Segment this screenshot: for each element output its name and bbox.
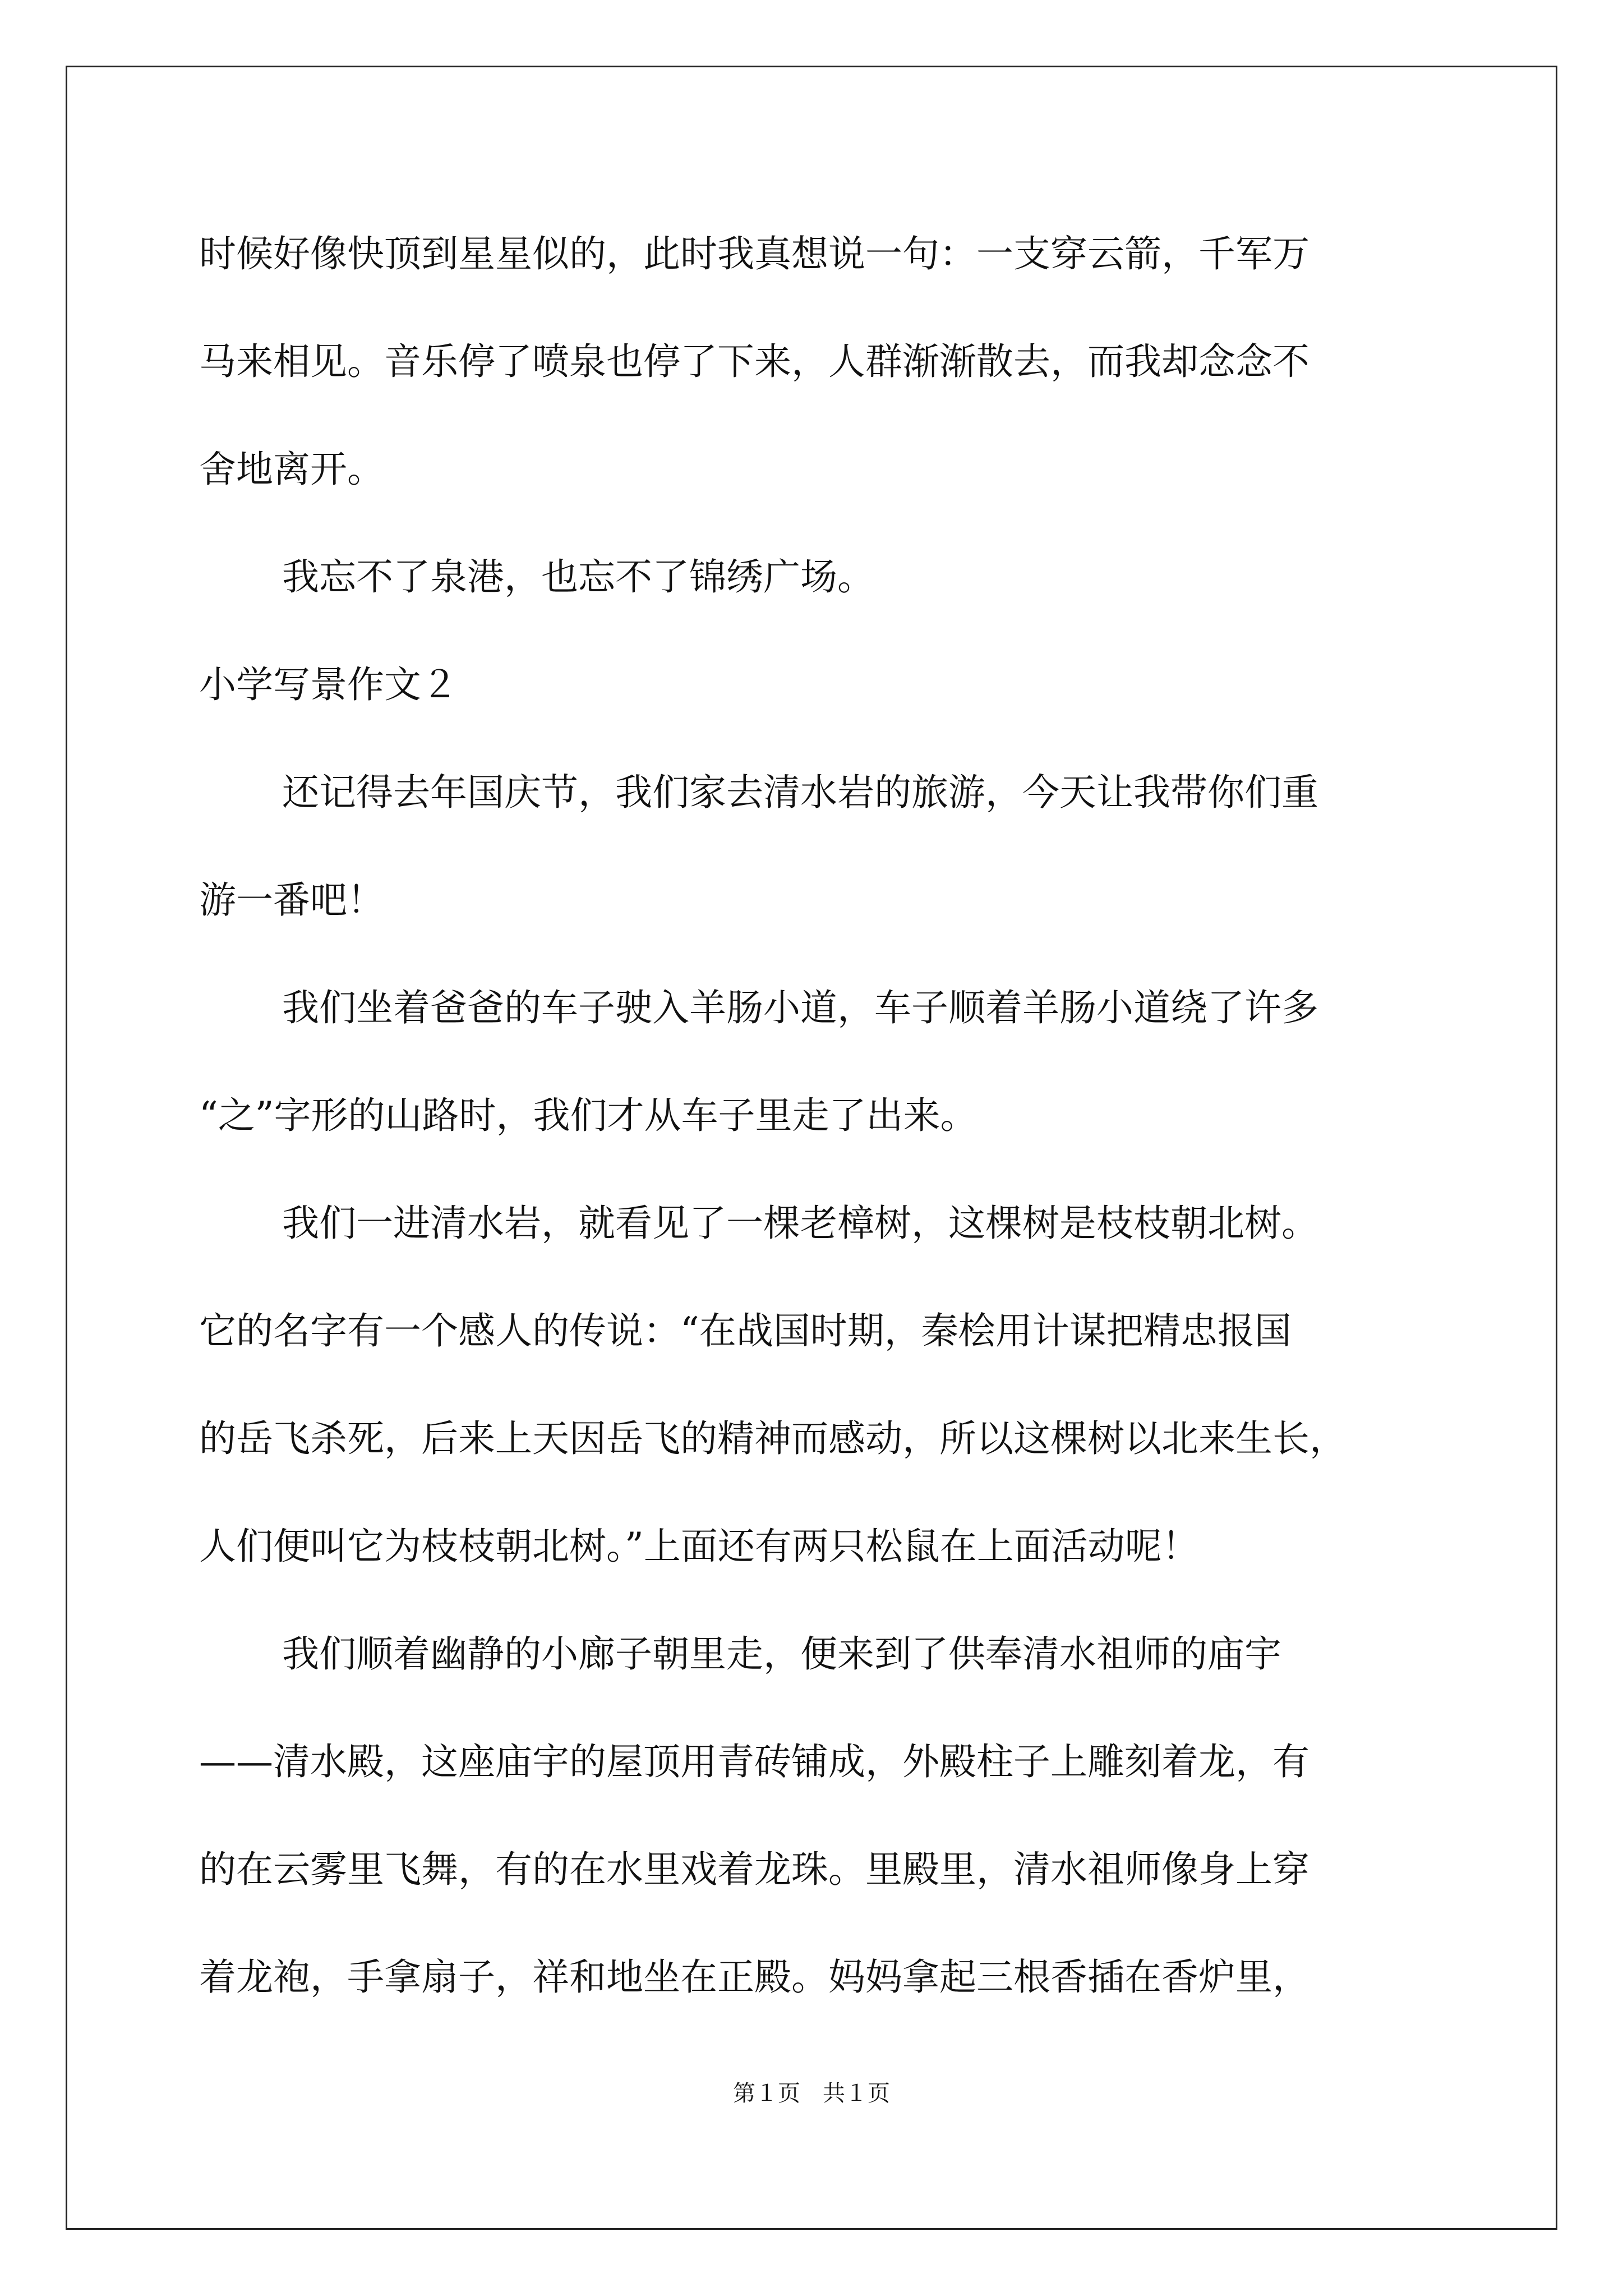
text-line: 马来相见。音乐停了喷泉也停了下来，人群渐渐散去，而我却念念不 <box>199 340 1310 383</box>
text-line: 我们顺着幽静的小廊子朝里走，便来到了供奉清水祖师的庙宇 <box>282 1632 1281 1676</box>
section-title: 小学写景作文２ <box>199 663 458 706</box>
text-line: 舍地离开。 <box>199 448 384 491</box>
page-number: 第１页 <box>733 2081 800 2106</box>
text-line: 着龙袍，手拿扇子，祥和地坐在正殿。妈妈拿起三根香插在香炉里， <box>199 1955 1310 1999</box>
text-line: 我们一进清水岩，就看见了一棵老樟树，这棵树是枝枝朝北树。 <box>282 1202 1318 1245</box>
text-line: 我们坐着爸爸的车子驶入羊肠小道，车子顺着羊肠小道绕了许多 <box>282 986 1318 1029</box>
page-total: 共１页 <box>823 2081 890 2106</box>
document-body <box>199 215 1461 2046</box>
text-line: 还记得去年国庆节，我们家去清水岩的旅游，今天让我带你们重 <box>282 771 1318 814</box>
text-line: 时候好像快顶到星星似的，此时我真想说一句：一支穿云箭，千军万 <box>199 232 1310 275</box>
text-line: 的岳飞杀死，后来上天因岳飞的精神而感动，所以这棵树以北来生长， <box>199 1417 1347 1460</box>
text-line: 我忘不了泉港，也忘不了锦绣广场。 <box>282 555 874 599</box>
page-footer <box>0 2076 1623 2108</box>
text-line: 游一番吧！ <box>199 878 384 922</box>
text-line: “之”字形的山路时，我们才从车子里走了出来。 <box>199 1094 978 1137</box>
text-line: ——清水殿，这座庙宇的屋顶用青砖铺成，外殿柱子上雕刻着龙，有 <box>199 1740 1310 1783</box>
text-line: 人们便叫它为枝枝朝北树。”上面还有两只松鼠在上面活动呢！ <box>199 1525 1199 1568</box>
text-line: 它的名字有一个感人的传说：“在战国时期，秦桧用计谋把精忠报国 <box>199 1309 1292 1352</box>
text-line: 的在云雾里飞舞，有的在水里戏着龙珠。里殿里，清水祖师像身上穿 <box>199 1848 1310 1891</box>
